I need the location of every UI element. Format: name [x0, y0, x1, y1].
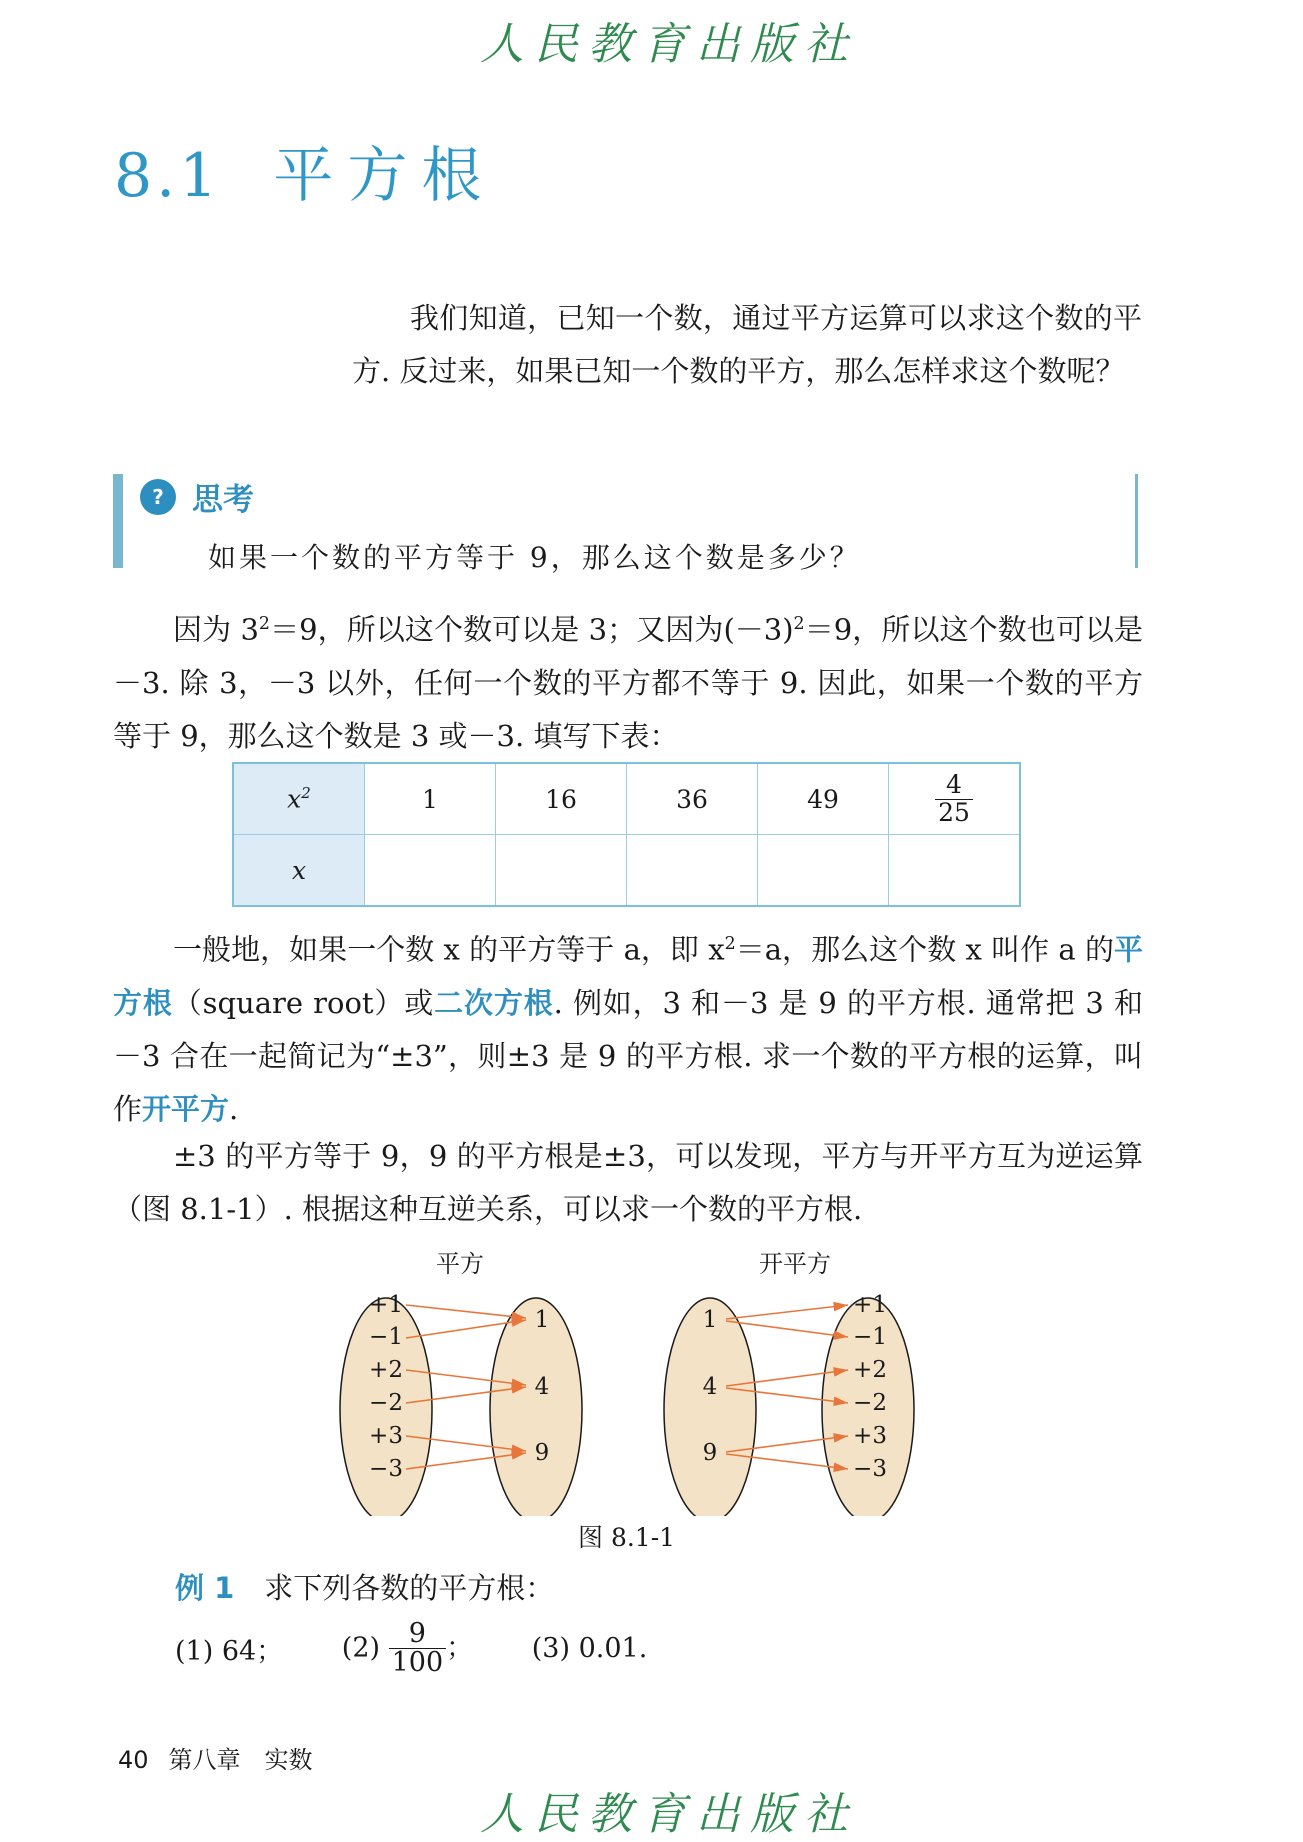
intro-paragraph: 我们知道，已知一个数，通过平方运算可以求这个数的平方. 反过来，如果已知一个数的平方，那么怎样求这个数呢？	[352, 301, 1142, 388]
figure-caption: 图 8.1-1	[578, 1523, 676, 1552]
square-value: 4	[702, 1374, 718, 1400]
section-number: 8.1	[114, 141, 222, 211]
table-cell: 49	[758, 763, 889, 835]
signed-value: +1	[853, 1292, 887, 1318]
arrow	[726, 1305, 848, 1319]
publisher-logo-bottom: 人民教育出版社	[480, 1789, 858, 1840]
chapter-name: 第八章 实数	[168, 1746, 313, 1774]
fraction: $\frac{9}{100}$	[389, 1620, 447, 1678]
table-cell	[889, 763, 1021, 835]
section-name: 平方根	[273, 141, 496, 211]
because-sup-b: 2	[793, 614, 805, 634]
because-sup-a: 2	[258, 614, 270, 634]
section-title	[114, 128, 495, 214]
square-value: 1	[702, 1307, 718, 1333]
figure-label-sqrt: 开平方	[759, 1250, 831, 1278]
signed-value: +3	[369, 1423, 403, 1449]
square-value: 9	[702, 1440, 718, 1466]
table-header-x-squared: $x^2$	[233, 763, 365, 835]
square-table	[232, 762, 1021, 907]
page-number: 40	[118, 1746, 149, 1774]
table-cell: 16	[496, 763, 627, 835]
think-right-bar	[1135, 474, 1138, 568]
keyword-square-root: 平方根	[113, 932, 1144, 1020]
table-cell-blank	[889, 835, 1021, 907]
publisher-logo-top: 人民教育出版社	[480, 19, 858, 70]
because-text-b: ＝9，所以这个数可以是 3；又因为(－3)	[269, 612, 794, 647]
think-title: 思考	[192, 482, 254, 518]
example-label: 例 1	[175, 1571, 235, 1605]
table-row	[233, 763, 1020, 835]
example-heading	[175, 1566, 554, 1607]
fraction: $\frac{4}{25}$	[935, 772, 973, 826]
square-value: 9	[534, 1440, 550, 1466]
table-cell-blank	[758, 835, 889, 907]
table-cell: 1	[365, 763, 496, 835]
table-row	[233, 835, 1020, 907]
think-left-bar	[113, 474, 123, 568]
because-text-a: 因为 3	[173, 612, 259, 647]
signed-value: −2	[853, 1390, 887, 1416]
signed-value: +1	[369, 1292, 403, 1318]
signed-value: +3	[853, 1423, 887, 1449]
inverse-paragraph: ±3 的平方等于 9，9 的平方根是±3，可以发现，平方与开平方互为逆运算（图 8.1-1）. 根据这种互逆关系，可以求一个数的平方根.	[113, 1139, 1143, 1226]
signed-value: −3	[369, 1456, 403, 1482]
signed-value: −1	[369, 1324, 403, 1350]
keyword-extract-square-root: 开平方	[142, 1091, 230, 1126]
example-items	[175, 1620, 697, 1678]
signed-value: +2	[369, 1357, 403, 1383]
table-cell: 36	[627, 763, 758, 835]
definition-paragraph: 一般地，如果一个数 x 的平方等于 a，即 $x^2=a$，那么这个数 x 叫作 a 的平方根（square root）或二次方根. 例如，3 和－3 是 9 的平方根. 通常把 3 和－3 合在一起简记为“±3”，则±3 是 9 的平方根. 求一个数的平方根的运算，叫作开平方.	[113, 932, 1144, 1126]
arrow	[406, 1305, 526, 1318]
think-question: 如果一个数的平方等于 9，那么这个数是多少？	[208, 541, 861, 574]
table-header-x: x	[233, 835, 365, 907]
figure-label-square: 平方	[436, 1250, 484, 1278]
page-footer	[118, 1740, 313, 1775]
signed-value: +2	[853, 1357, 887, 1383]
table-cell-blank	[496, 835, 627, 907]
square-value: 1	[534, 1307, 550, 1333]
example-item-1: (1) 64；	[175, 1636, 284, 1668]
table-cell-blank	[365, 835, 496, 907]
keyword-quadratic-root: 二次方根	[434, 985, 554, 1020]
because-text-c: ＝9，所以这个数也可以是－3. 除 3，－3 以外，任何一个数的平方都不等于 9. 因此，如果一个数的平方等于 9，那么这个数是 3 或－3. 填写下表：	[113, 612, 1144, 753]
signed-value: −2	[369, 1390, 403, 1416]
square-value: 4	[534, 1374, 550, 1400]
lightbulb-icon: ?	[140, 479, 176, 515]
signed-value: −1	[853, 1324, 887, 1350]
because-paragraph	[113, 598, 1143, 763]
signed-value: −3	[853, 1456, 887, 1482]
table-cell-blank	[627, 835, 758, 907]
example-item-3: (3) 0.01.	[531, 1633, 648, 1665]
example-text: 求下列各数的平方根：	[264, 1571, 555, 1605]
example-item-2: (2) $\frac{9}{100}$ ；	[341, 1618, 474, 1679]
mapping-figure	[330, 1240, 970, 1516]
